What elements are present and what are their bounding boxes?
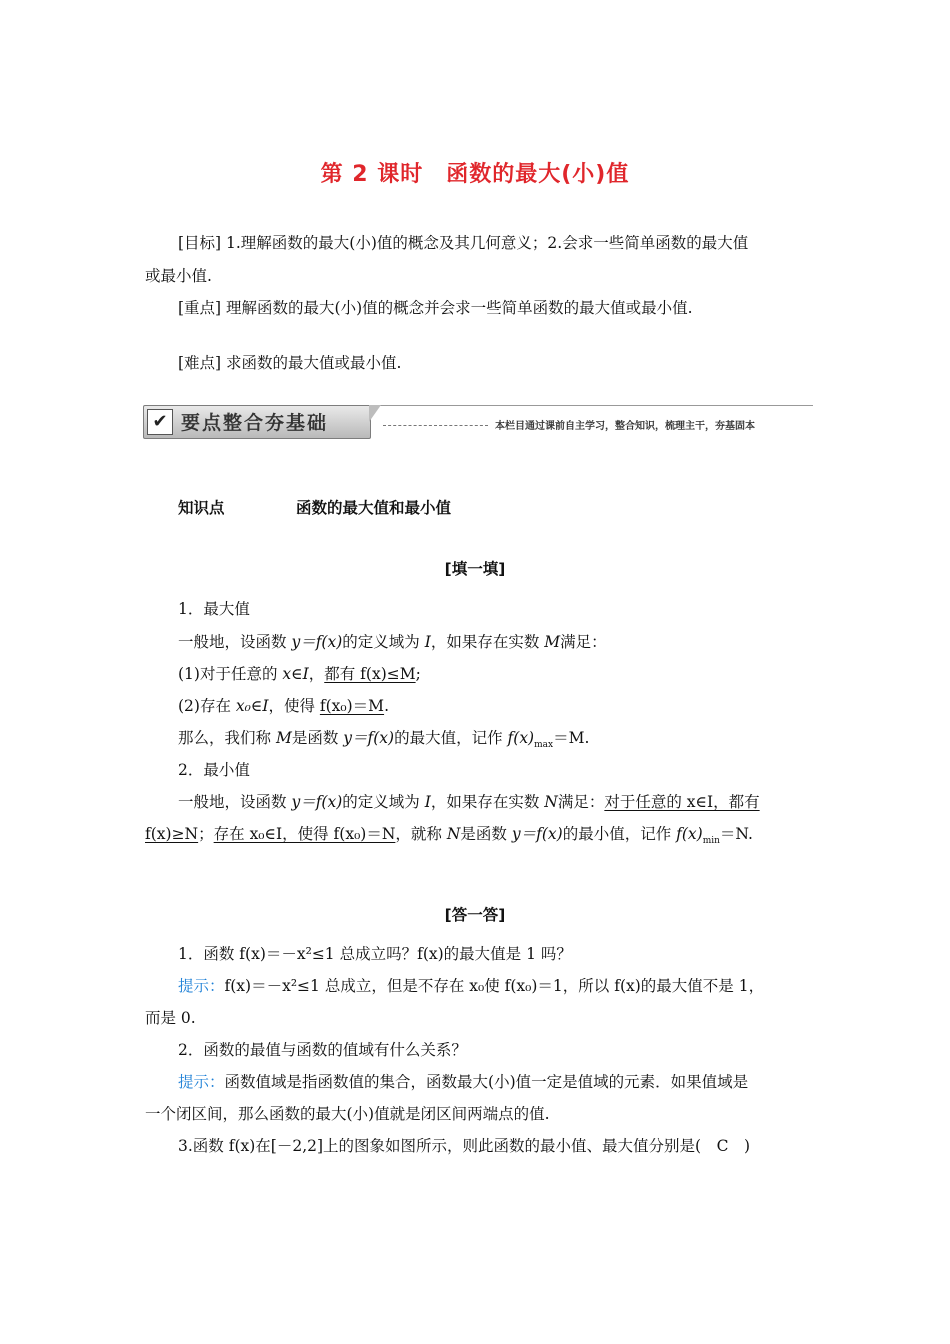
text: .	[384, 697, 389, 715]
text: 的定义域为	[342, 633, 425, 651]
text: ＝N.	[719, 825, 753, 843]
question-3: 3.函数 f(x)在[－2,2]上的图象如图所示，则此函数的最小值、最大值分别是( C )	[178, 1137, 750, 1155]
text: 一般地，设函数	[178, 633, 292, 651]
text: ，使得	[268, 697, 320, 715]
min-line-1	[178, 792, 760, 812]
answer-2-line1	[178, 1072, 748, 1092]
banner-rule	[369, 405, 813, 406]
answer-2-line2: 一个闭区间，那么函数的最大(小)值就是闭区间两端点的值.	[145, 1105, 550, 1123]
math-func: y＝f(x)	[291, 633, 343, 651]
text: 的最大值，记作	[394, 729, 508, 747]
text: 一般地，设函数	[178, 793, 292, 811]
subscript-max: max	[534, 740, 554, 751]
text: ;	[415, 665, 421, 683]
text: 是函数	[460, 825, 512, 843]
hint-label: 提示：	[178, 1073, 225, 1091]
math-fx: f(x)	[507, 729, 535, 747]
text: (1)对于任意的	[178, 665, 283, 683]
text: ，如果存在实数	[430, 633, 545, 651]
math-I: I	[424, 793, 431, 811]
text: ，如果存在实数	[430, 793, 545, 811]
underlined-answer: 对于任意的 x∈I，都有	[604, 793, 760, 811]
max-conclusion	[178, 728, 589, 755]
text: ＝M.	[553, 729, 590, 747]
hint-label: 提示：	[178, 977, 225, 995]
math-func: y＝f(x)	[343, 729, 395, 747]
math-N: N	[544, 793, 558, 811]
text: 是函数	[291, 729, 344, 747]
fill-heading: [填一填]	[444, 560, 506, 578]
underlined-answer: 存在 x₀∈I，使得 f(x₀)＝N	[213, 825, 396, 843]
subscript-min: min	[702, 836, 720, 847]
max-title: 1．最大值	[178, 600, 250, 618]
check-icon: ✔	[147, 409, 173, 435]
text: 的最小值，记作	[562, 825, 677, 843]
text: 函数值域是指函数值的集合，函数最大(小)值一定是值域的元素．如果值域是	[224, 1073, 749, 1091]
text: 满足：	[560, 633, 607, 651]
min-line-2	[145, 824, 753, 851]
text: (2)存在	[178, 697, 236, 715]
max-condition-2	[178, 696, 389, 716]
text: f(x)＝－x²≤1 总成立，但是不存在 x₀使 f(x₀)＝1，所以 f(x)的最大值不是 1，	[224, 977, 765, 995]
text: ，就称	[395, 825, 447, 843]
math-M: M	[275, 729, 292, 747]
text: 那么，我们称	[178, 729, 276, 747]
question-1: 1．函数 f(x)＝－x²≤1 总成立吗？f(x)的最大值是 1 吗？	[178, 945, 572, 963]
max-intro	[178, 632, 607, 652]
knowledge-label: 知识点	[178, 499, 225, 517]
underlined-answer: f(x)≥N	[145, 825, 199, 843]
underlined-answer: f(x₀)＝M	[319, 697, 385, 715]
goal-target-line1: [目标] 1.理解函数的最大(小)值的概念及其几何意义；2.会求一些简单函数的最大值	[178, 234, 749, 252]
text: ，	[308, 665, 325, 683]
answer-1-line1	[178, 976, 764, 996]
math-x0: x₀∈I	[235, 697, 269, 715]
goal-difficult: [难点] 求函数的最大值或最小值.	[178, 354, 402, 372]
math-fx: f(x)	[676, 825, 703, 843]
knowledge-topic: 函数的最大值和最小值	[296, 499, 452, 517]
math-x: x∈I	[282, 665, 309, 683]
banner-tip	[369, 405, 381, 439]
text: 的定义域为	[342, 793, 425, 811]
goal-key: [重点] 理解函数的最大(小)值的概念并会求一些简单函数的最大值或最小值.	[178, 299, 693, 317]
goal-target-line2: 或最小值.	[145, 267, 212, 285]
math-I: I	[424, 633, 431, 651]
math-func: y＝f(x)	[511, 825, 563, 843]
page-title: 第 2 课时 函数的最大(小)值	[320, 162, 630, 187]
banner-label: 要点整合夯基础	[181, 412, 329, 434]
answer-heading: [答一答]	[444, 906, 506, 924]
math-N: N	[446, 825, 461, 843]
underlined-answer: 都有 f(x)≤M	[324, 665, 416, 683]
max-condition-1	[178, 664, 421, 684]
question-2: 2．函数的最值与函数的值域有什么关系？	[178, 1041, 467, 1059]
math-M: M	[544, 633, 561, 651]
banner-dash	[383, 425, 488, 426]
answer-1-line2: 而是 0.	[145, 1009, 196, 1027]
banner-note: 本栏目通过课前自主学习，整合知识，梳理主干，夯基固本	[495, 421, 755, 432]
text: ；	[198, 825, 214, 843]
section-banner	[143, 405, 813, 439]
text: 满足：	[557, 793, 605, 811]
min-title: 2．最小值	[178, 761, 250, 779]
math-func: y＝f(x)	[291, 793, 343, 811]
